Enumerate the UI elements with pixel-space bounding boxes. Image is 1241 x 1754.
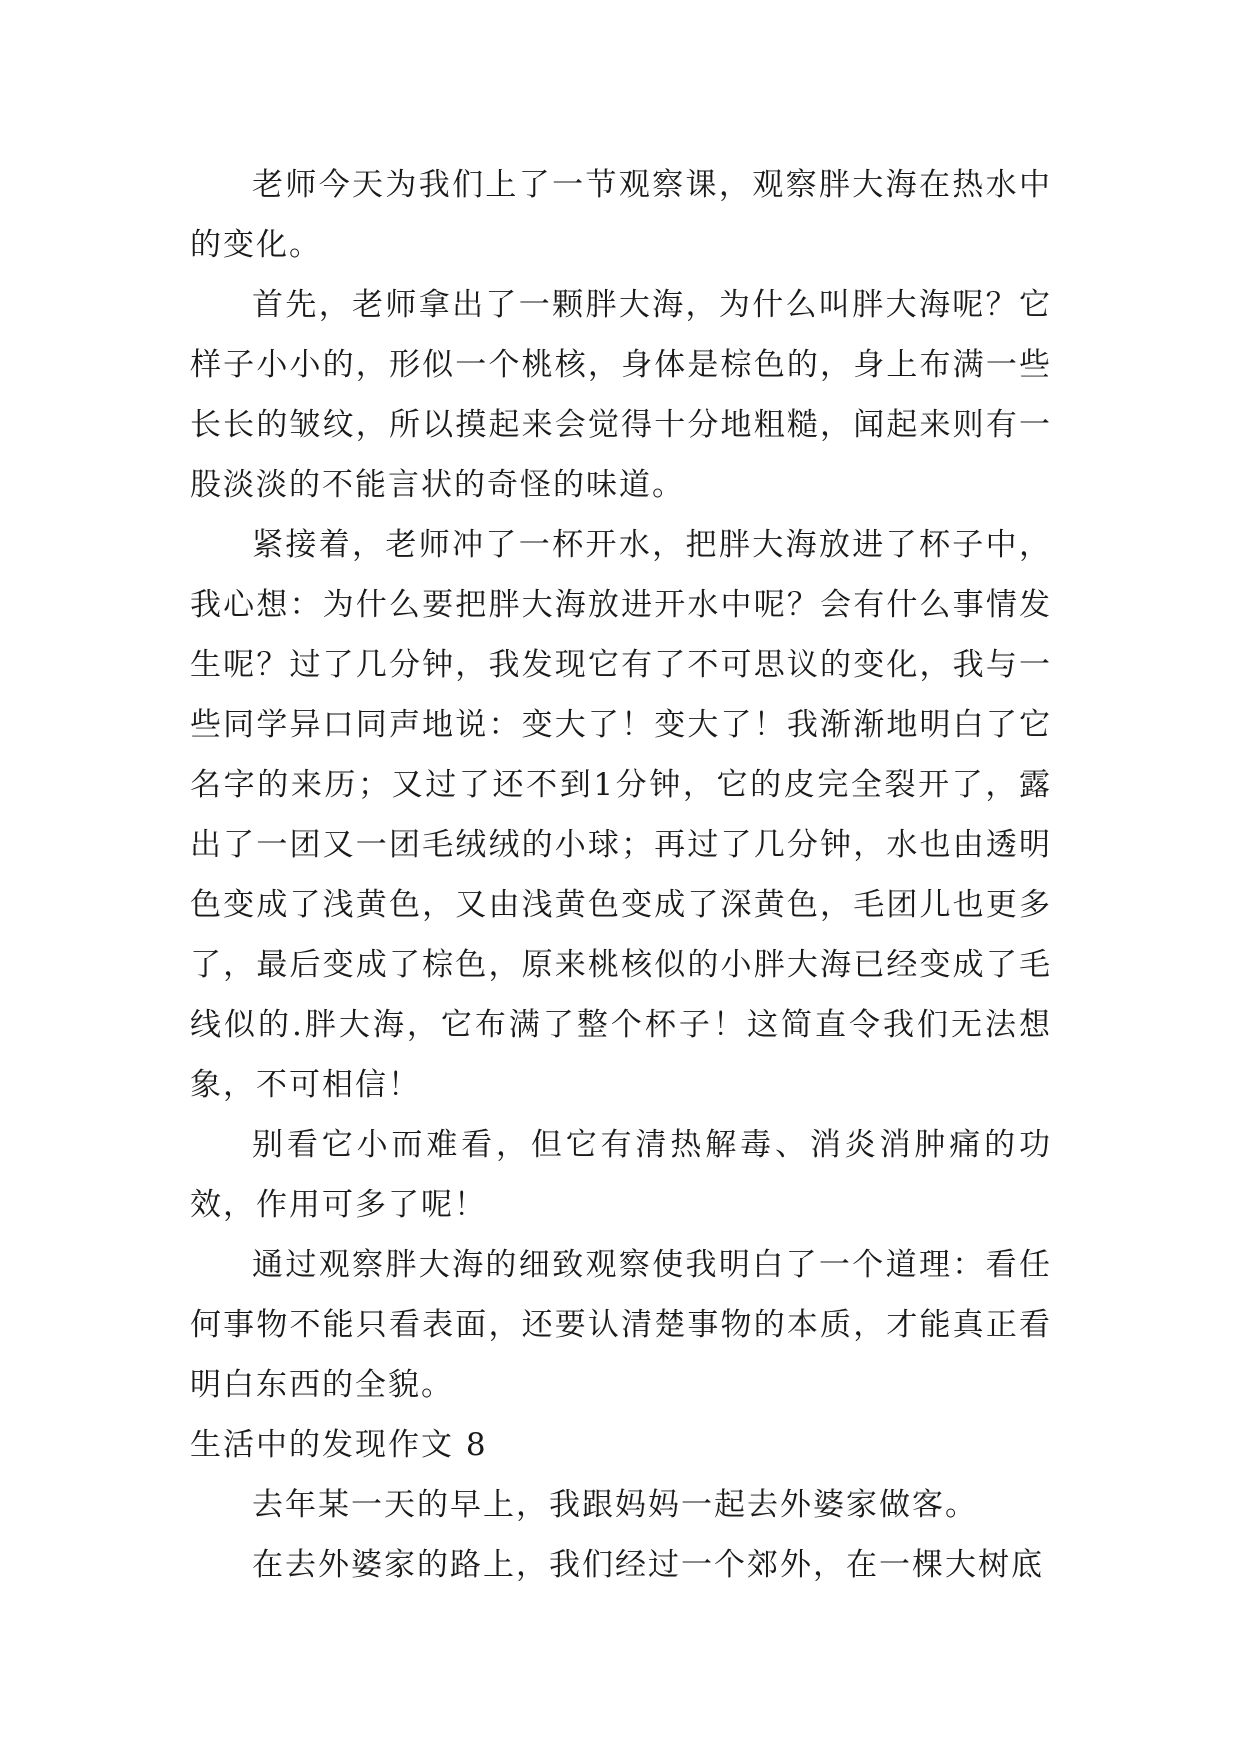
document-body (190, 155, 1052, 1595)
section-paragraph-1: 去年某一天的早上，我跟妈妈一起去外婆家做客。 (252, 1487, 978, 1523)
section-heading: 生活中的发现作文 8 (190, 1427, 488, 1463)
paragraph-2: 首先，老师拿出了一颗胖大海，为什么叫胖大海呢？它样子小小的，形似一个桃核，身体是棕色的，身上布满一些长长的皱纹，所以摸起来会觉得十分地粗糙，闻起来则有一股淡淡的不能言状的奇怪的味道。 (190, 287, 1052, 503)
paragraph-4: 别看它小而难看，但它有清热解毒、消炎消肿痛的功效，作用可多了呢！ (190, 1127, 1052, 1223)
paragraph-5: 通过观察胖大海的细致观察使我明白了一个道理：看任何事物不能只看表面，还要认清楚事物的本质，才能真正看明白东西的全貌。 (190, 1247, 1052, 1403)
paragraph-1: 老师今天为我们上了一节观察课，观察胖大海在热水中的变化。 (190, 167, 1052, 263)
paragraph-3: 紧接着，老师冲了一杯开水，把胖大海放进了杯子中，我心想：为什么要把胖大海放进开水中呢？会有什么事情发生呢？过了几分钟，我发现它有了不可思议的变化，我与一些同学异口同声地说：变大了！变大了！我渐渐地明白了它名字的来历；又过了还不到1分钟，它的皮完全裂开了，露出了一团又一团毛绒绒的小球；再过了几分钟，水也由透明色变成了浅黄色，又由浅黄色变成了深黄色，毛团儿也更多了，最后变成了棕色，原来桃核似的小胖大海已经变成了毛线似的.胖大海，它布满了整个杯子！这简直令我们无法想象，不可相信！ (190, 527, 1052, 1103)
section-paragraph-2: 在去外婆家的路上，我们经过一个郊外，在一棵大树底 (252, 1547, 1044, 1583)
